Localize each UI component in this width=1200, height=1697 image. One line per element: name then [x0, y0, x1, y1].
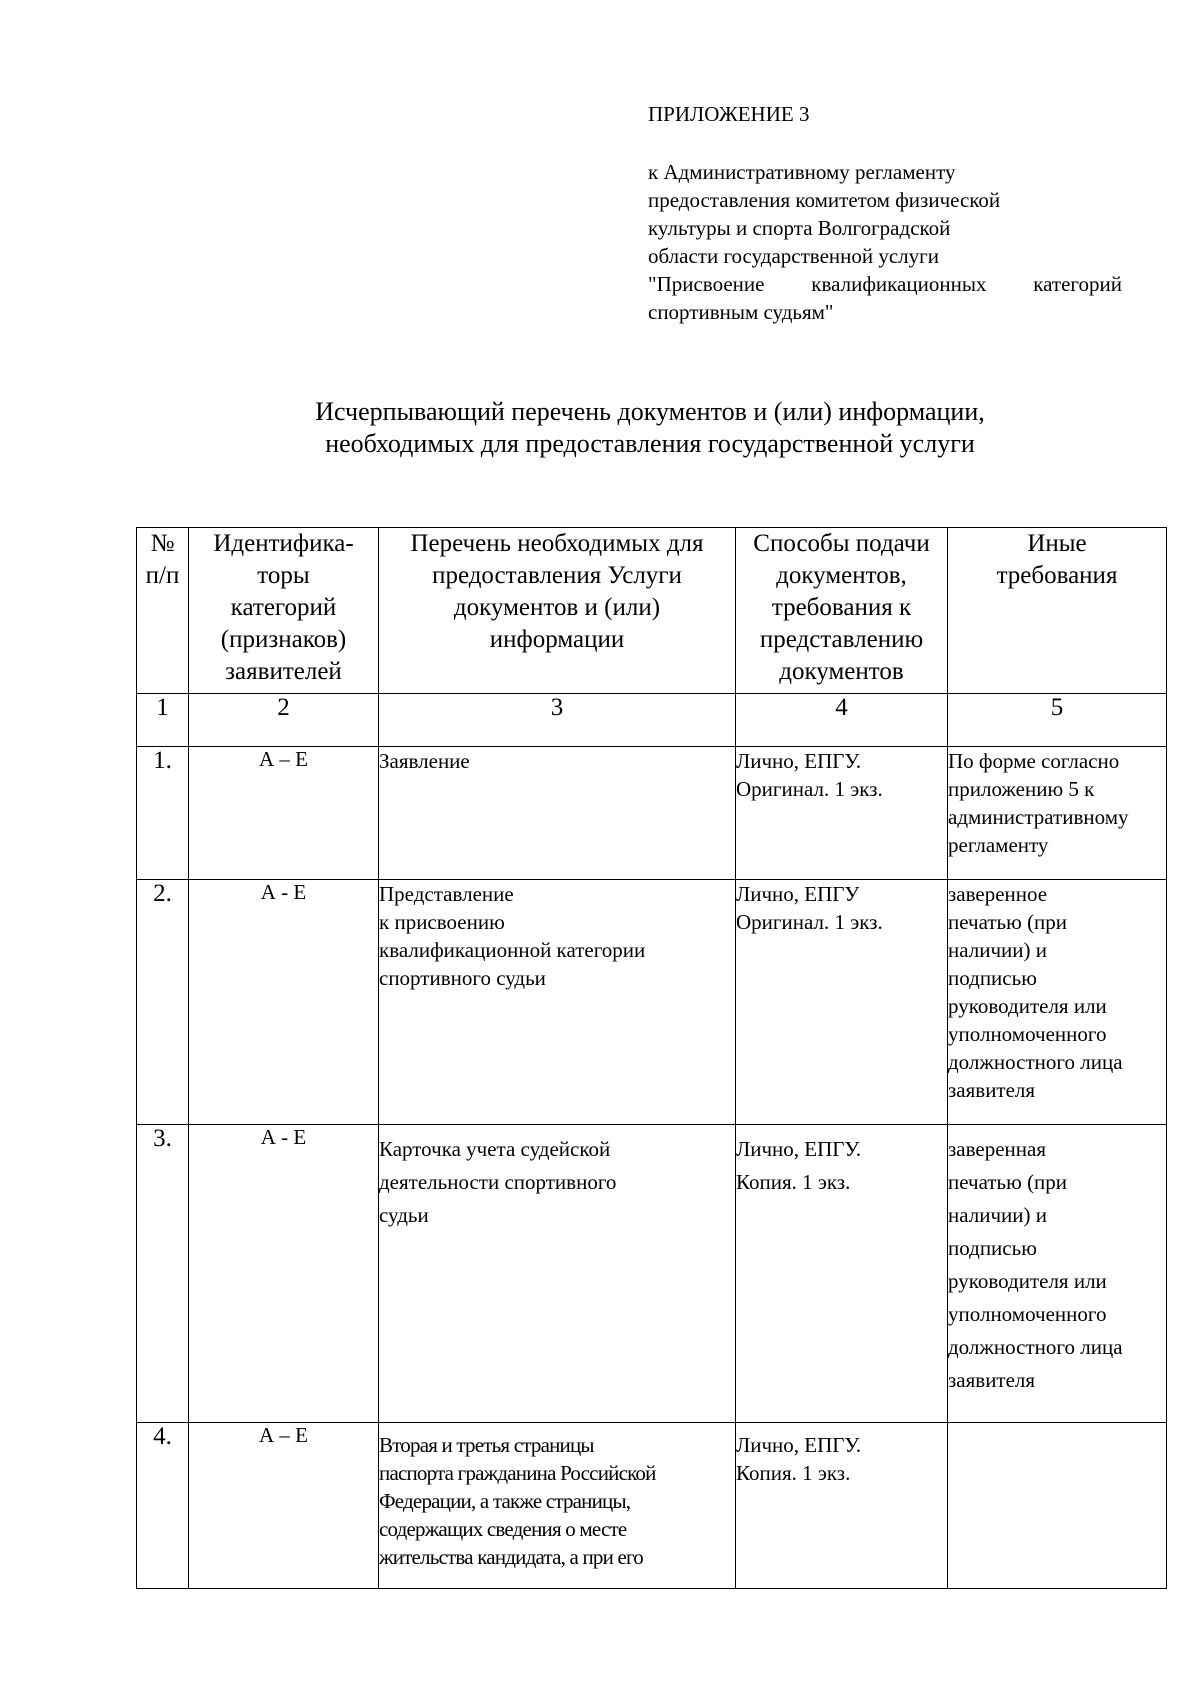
row-number: 1.	[137, 747, 189, 880]
appendix-line: культуры и спорта Волгоградской	[648, 216, 951, 240]
appendix-title: ПРИЛОЖЕНИЕ 3	[648, 102, 810, 126]
row-category: А - Е	[189, 1125, 379, 1423]
column-number: 2	[189, 694, 379, 747]
document-title-line: необходимых для предоставления государственной услуги	[325, 429, 975, 458]
column-number: 1	[137, 694, 189, 747]
row-document: Заявление	[379, 747, 736, 880]
appendix-line: к Административному регламенту	[648, 160, 956, 184]
row-category: А – Е	[189, 1423, 379, 1589]
row-method: Лично, ЕПГУ. Копия. 1 экз.	[736, 1125, 948, 1423]
document-title-line: Исчерпывающий перечень документов и (или) информации,	[315, 397, 985, 426]
column-numbers-row	[137, 694, 1167, 747]
appendix-block	[648, 100, 1128, 326]
header-other-requirements: Иные требования	[948, 528, 1167, 694]
row-number: 2.	[137, 880, 189, 1125]
document-title	[130, 396, 1170, 460]
row-document: Представление к присвоению квалификационной категории спортивного судьи	[379, 880, 736, 1125]
header-applicant-categories: Идентифика- торы категорий (признаков) заявителей	[189, 528, 379, 694]
row-document: Вторая и третья страницы паспорта гражданина Российской Федерации, а также страницы, содержащих сведения о месте жительства кандидата, а при его	[379, 1423, 736, 1589]
header-documents-list: Перечень необходимых для предоставления Услуги документов и (или) информации	[379, 528, 736, 694]
row-document: Карточка учета судейской деятельности спортивного судьи	[379, 1125, 736, 1423]
appendix-word: "Присвоение	[648, 272, 765, 296]
row-method: Лично, ЕПГУ Оригинал. 1 экз.	[736, 880, 948, 1125]
appendix-service-name-line	[648, 270, 1122, 298]
table-row	[137, 880, 1167, 1125]
table-row	[137, 1423, 1167, 1589]
column-number: 5	[948, 694, 1167, 747]
row-method: Лично, ЕПГУ. Копия. 1 экз.	[736, 1423, 948, 1589]
row-other: заверенная печатью (при наличии) и подписью руководителя или уполномоченного должностного лица заявителя	[948, 1125, 1167, 1423]
table-row	[137, 1125, 1167, 1423]
row-category: А - Е	[189, 880, 379, 1125]
row-number: 4.	[137, 1423, 189, 1589]
row-category: А – Е	[189, 747, 379, 880]
row-other: заверенное печатью (при наличии) и подписью руководителя или уполномоченного должностного лица заявителя	[948, 880, 1167, 1125]
row-method: Лично, ЕПГУ. Оригинал. 1 экз.	[736, 747, 948, 880]
column-number: 3	[379, 694, 736, 747]
row-other: По форме согласно приложению 5 к административному регламенту	[948, 747, 1167, 880]
table-row	[137, 747, 1167, 880]
appendix-line: предоставления комитетом физической	[648, 188, 1001, 212]
table-header-row	[137, 528, 1167, 694]
row-number: 3.	[137, 1125, 189, 1423]
header-submission-methods: Способы подачи документов, требования к представлению документов	[736, 528, 948, 694]
documents-table	[136, 527, 1167, 1589]
column-number: 4	[736, 694, 948, 747]
appendix-line: области государственной услуги	[648, 244, 940, 268]
appendix-word: категорий	[1033, 272, 1122, 296]
header-number: № п/п	[137, 528, 189, 694]
appendix-line: спортивным судьям"	[648, 300, 834, 324]
row-other	[948, 1423, 1167, 1589]
appendix-word: квалификационных	[811, 272, 987, 296]
